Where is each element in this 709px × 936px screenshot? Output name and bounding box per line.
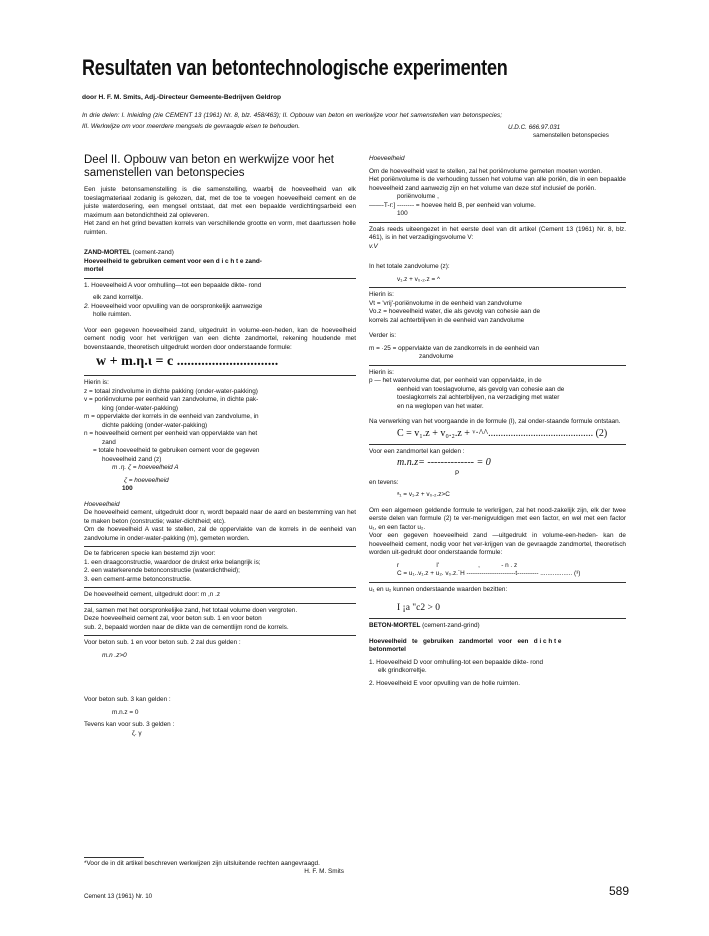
right-column xyxy=(369,155,626,688)
article-title: Resultaten van betontechnologische experimenten xyxy=(82,55,508,80)
paragraph: Zoals reeds uiteengezet in het eerste deel van dit artikel (Cement 13 (1961) Nr. 8, blz. 461), is in het verzadigingsvolume V: xyxy=(369,225,626,241)
paragraph: In het totale zandvolume (z): xyxy=(369,263,450,270)
list-item: 2. een waterkerende betonconstructie (waterdichtheid); xyxy=(84,567,240,574)
paragraph: De hoeveelheid cement, uitgedrukt door n, wordt bepaald naar de aard en bestemming van het te maken beton (constructie; water-dichtheid; etc). xyxy=(84,509,356,525)
formula-2: C = v₁.z + v₀.₂.z + ᵛ·^^.......................................... (2) xyxy=(397,427,608,439)
divider xyxy=(369,582,626,583)
formula-porien-denominator: 100 xyxy=(397,210,408,217)
definition-cont: dichte pakking (onder-water-pakking) xyxy=(102,421,208,429)
list-item: 1. Hoeveelheid D voor omhulling-tot een bepaalde dikte- rond xyxy=(369,658,544,666)
formula-sub3: m.n.z = 0 xyxy=(112,708,139,716)
beton-subheading-2: betonmortel xyxy=(369,646,406,653)
divider xyxy=(84,278,356,279)
definition-cont: eenheid van toeslagvolume, als gevolg van cohesie aan de xyxy=(397,385,565,393)
paragraph: Het zand en het grind bevatten korrels van verschillende grootte en vorm, met daartussen holle ruimten. xyxy=(84,220,356,236)
udc-label: samenstellen betonspecies xyxy=(533,132,609,139)
definition: Vo.z = hoeveelheid water, die als gevolg van cohesie aan de xyxy=(369,308,541,315)
beton-heading xyxy=(369,622,626,631)
list-item: 3. een cement-arme betonconstructie. xyxy=(84,575,192,583)
paragraph: Om de hoeveelheid A vast te stellen, zal de oppervlakte van de korrels in de eenheid van zandvolume in onder-water-pakking (m), gemeten worden. xyxy=(84,526,356,542)
definition: m = oppervlakte der korrels in de eenheid van zandvolume, in xyxy=(84,413,259,420)
formula-b: ζ = hoeveelheid xyxy=(124,476,169,484)
left-column xyxy=(84,150,356,738)
paragraph: De hoeveelheid cement, uitgedrukt door: m ,n .z xyxy=(84,591,221,598)
footnote xyxy=(84,860,344,876)
paragraph: Om een algemeen geldende formule te verkrijgen, zal het nood-zakelijk zijn, elk der twee eerste delen van formule (2) te ver-menigvuldigen met een factor, en wel met een factor u₁, en een factor u₂. xyxy=(369,506,626,531)
list-item: 2. Hoeveelheid E voor opvulling van de holle ruimten. xyxy=(369,679,520,687)
paragraph: Voor een gegeven hoeveelheid zand, uitgedrukt in volume-een-heden, kan de hoeveelheid cement nodig voor het verkrijgen van een dichte zandmortel, rekening houdende met bovenstaande, theoretisch uitgedrukt worden door onderstaande formule: xyxy=(84,326,356,351)
udc-code: U.D.C. 666.97.031 xyxy=(508,124,561,131)
definition-cont: hoeveelheid zand (z) xyxy=(102,455,162,463)
hoeveelheid-title: Hoeveelheid xyxy=(369,155,405,162)
verder-label: Verder is: xyxy=(369,332,396,339)
byline: door H. F. M. Smits, Adj.-Directeur Gemeente-Bedrijven Geldrop xyxy=(82,94,282,101)
list-item-cont: holle ruimten. xyxy=(93,311,132,318)
formula-vv: v.V xyxy=(369,242,378,250)
list-item-cont: elk zand korreltje. xyxy=(93,294,144,301)
paragraph: zal, samen met het oorspronkelijke zand, het totaal volume doen vergroten. xyxy=(84,606,298,614)
beton-title: BETON-MORTEL xyxy=(369,622,421,629)
divider xyxy=(369,222,626,223)
definition: Vt = 'vrij'-poriënvolume in de eenheid van zandvolume xyxy=(369,299,522,307)
footnote-author: H. F. M. Smits xyxy=(304,868,344,875)
definition: v = poriënvolume per eenheid van zandvolume, in dichte pak- xyxy=(84,396,259,403)
formula-3: C = u₁..v₁.z + u₂. v₀.z.´H -----------------------t---------- .................. (³) xyxy=(397,570,581,577)
divider xyxy=(369,444,626,445)
divider xyxy=(369,365,626,366)
journal-reference: Cement 13 (1961) Nr. 10 xyxy=(84,893,153,900)
formula-b-denominator: 100 xyxy=(122,485,133,492)
paragraph: Voor beton sub. 3 kan gelden : xyxy=(84,696,171,703)
divider xyxy=(84,587,356,588)
hierin-label: Hierin is: xyxy=(369,368,394,376)
definition: korrels zal achterblijven in de eenheid van zandvolume xyxy=(369,316,525,324)
list-text: Hoeveelheid voor opvulling van de oorspronkelijk aanwezige xyxy=(91,302,263,310)
paragraph: Om de hoeveelheid vast te stellen, zal het poriënvolume gemeten moeten worden. xyxy=(369,167,603,175)
formula-zandmortel: m.n.z= -------------- = 0 xyxy=(397,457,491,468)
divider xyxy=(369,287,626,288)
zand-title: ZAND-MORTEL xyxy=(84,249,131,256)
formula-tevens: ᵃ₁ = v₁.z + v₀.₂.z>C xyxy=(397,491,450,498)
divider xyxy=(84,603,356,604)
formula-a: m .η. ζ = hoeveelheid A xyxy=(112,464,179,471)
formula-sub1: m.n .z>0 xyxy=(102,651,127,659)
divider xyxy=(84,375,356,376)
list-item-cont: elk grindkorreltje. xyxy=(378,667,427,674)
paragraph: en tevens: xyxy=(369,478,399,486)
formula-u-values: I ¡a "c2 > 0 xyxy=(397,603,440,613)
paragraph: Tevens kan voor sub. 3 gelden : xyxy=(84,721,175,728)
paragraph: Voor een gegeven hoeveelheid zand —uitgedrukt in volume-een-heden- kan de hoeveelheid cement, nodig voor het ver-krijgen van de gevraagde zandmortel, theoretisch worden uit-gedrukt door onderstaande formule: xyxy=(369,532,626,556)
divider xyxy=(84,546,356,547)
formula-3-top: r l' , - n . z xyxy=(397,561,518,569)
footnote-rule xyxy=(84,857,144,858)
hierin-label: Hierin is: xyxy=(369,291,394,298)
list-item: 1. een draagconstructie, waardoor de drukst erke belangrijk is; xyxy=(84,558,261,566)
definition-cont: king (onder-water-pakking) xyxy=(102,404,179,412)
definition-cont: en na weglopen van het water. xyxy=(397,402,484,410)
zand-heading xyxy=(84,249,356,258)
formula-porien-line: ——-T-r:] -------- = hoevee held B, per eenheid van volume. xyxy=(369,201,536,209)
beton-subtitle: (cement-zand-grind) xyxy=(422,622,480,629)
footnote-text: *Voor de in dit artikel beschreven werkwijzen zijn uitsluitende rechten aangevraagd. xyxy=(84,860,320,867)
paragraph: Het poriënvolume is de verhouding tussen het volume van alle poriën, die in een bepaalde hoeveelheid zand aanwezig zijn en het volume van deze stof inclusief de poriën. xyxy=(369,176,626,192)
formula-1: w + m.η.ι = c ............................. xyxy=(96,354,279,369)
paragraph: sub. 2, bepaald worden naar de dikte van de cementlijm rond de korrels. xyxy=(84,623,289,631)
list-number: 2. xyxy=(84,302,90,310)
definition: p — het watervolume dat, per eenheid van oppervlakte, in de xyxy=(369,377,542,384)
paragraph: u₁ en u₂ kunnen onderstaande waarden bezitten: xyxy=(369,585,508,593)
definition-cont: toeslagkorrels zal achterblijven, na verzadiging met water xyxy=(397,394,560,401)
hoeveelheid-title: Hoeveelheid xyxy=(84,500,120,508)
divider xyxy=(84,635,356,636)
formula-sub3b: ζ. γ xyxy=(132,729,142,737)
paragraph: Voor een zandmortel kan gelden : xyxy=(369,447,465,455)
divider xyxy=(369,618,626,619)
definition: n = hoeveelheid cement per eenheid van oppervlakte van het xyxy=(84,430,258,437)
zand-subheading: Hoeveelheid te gebruiken cement voor een d i c h t e zand- xyxy=(84,257,262,265)
section-heading: Deel II. Opbouw van beton en werkwijze voor het samenstellen van betonspecies xyxy=(84,154,334,179)
zand-subtitle: (cement-zand) xyxy=(132,249,174,256)
paragraph: Na verwerking van het voorgaande in de formule (I), zal onder-staande formule ontstaan. xyxy=(369,418,621,425)
hierin-label: Hierin is: xyxy=(84,379,109,386)
paragraph: De te fabriceren specie kan bestemd zijn voor: xyxy=(84,550,216,557)
definition: = totale hoeveelheid te gebruiken cement voor de gegeven xyxy=(93,447,260,454)
intro-text: In drie delen: I. Inleiding (zie CEMENT 13 (1961) Nr. 8, blz. 458/463); II. Opbouw van beton en werkwijze voor het samenstellen van betonspecies; III. Werkwijze om voor meerdere mengsels de gevraagde eisen te behouden. xyxy=(82,112,502,130)
paragraph: Deze hoeveelheid cement zal, voor beton sub. 1 en voor beton xyxy=(84,615,262,622)
page-number: 589 xyxy=(609,884,630,898)
formula-zandmortel-denominator: P xyxy=(455,470,460,477)
paragraph: Voor beton sub. 1 en voor beton sub. 2 zal dus gelden : xyxy=(84,639,241,646)
beton-subheading: Hoeveelheid te gebruiken zandmortel voor een d i c h t e xyxy=(369,637,562,645)
paragraph: Een juiste betonsamenstelling is die samenstelling, waarbij de hoeveelheid van elk toeslagmateriaal zodanig is gekozen, dat, met de toe te voegen hoeveelheid cement en de juiste waterdosering, een mengsel ontstaat, dat met een bepaalde verdichtingsarbeid een maximum aan betondichtheid zal opleveren. xyxy=(84,186,356,219)
definition: m = ·25 = oppervlakte van de zandkorrels in de eenheid van xyxy=(369,344,540,352)
formula-porien: poriënvolume , xyxy=(397,193,439,200)
definition-cont: zandvolume xyxy=(419,353,454,360)
definition: z = totaal zindvolume in dichte pakking (onder-water-pakking) xyxy=(84,387,258,395)
formula-zand: v₁.z + v₀.₂.z = ^ xyxy=(397,275,440,283)
zand-subheading-2: mortel xyxy=(84,266,104,273)
definition-cont: zand xyxy=(102,438,116,446)
list-item xyxy=(84,303,356,312)
list-item: 1. Hoeveelheid A voor omhulling—tot een bepaalde dikte- rond xyxy=(84,281,262,289)
